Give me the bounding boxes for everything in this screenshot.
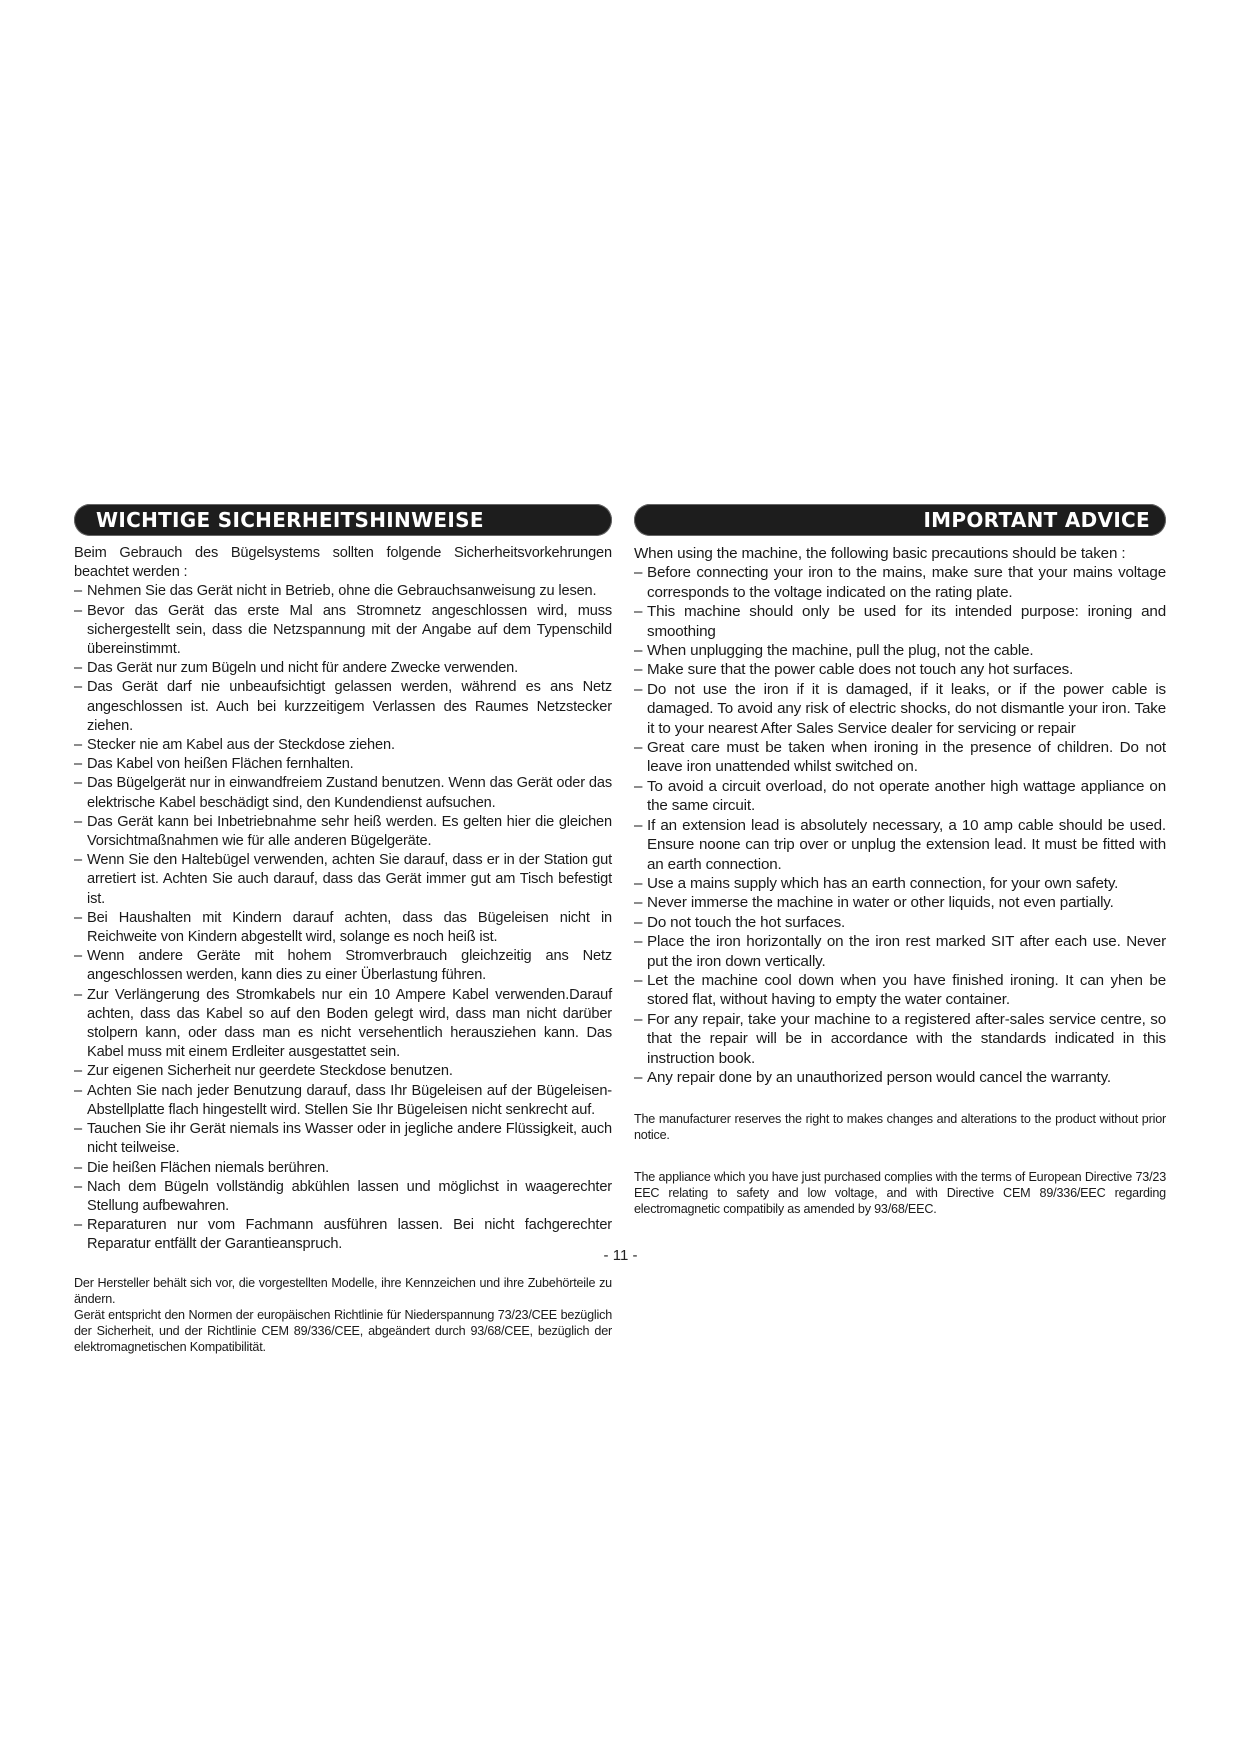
dash-bullet: – (74, 986, 82, 1003)
advice-item-text: Tauchen Sie ihr Gerät niemals ins Wasser oder in jegliche andere Flüssigkeit, auch nicht teilweise. (87, 1121, 612, 1157)
advice-list-item (634, 1068, 1166, 1087)
advice-list-item (634, 913, 1166, 932)
advice-list-item (634, 1010, 1166, 1068)
english-section-heading: IMPORTANT ADVICE (634, 504, 1166, 536)
advice-list-item (74, 582, 612, 601)
advice-item-text: Zur eigenen Sicherheit nur geerdete Steckdose benutzen. (87, 1063, 453, 1080)
advice-item-text: For any repair, take your machine to a registered after-sales service centre, so that the repair will be in accordance with the standards indicated in this instruction book. (647, 1010, 1166, 1067)
page-number: - 11 - (603, 1247, 638, 1264)
advice-list-item (634, 816, 1166, 874)
advice-item-text: Place the iron horizontally on the iron rest marked SIT after each use. Never put the iron down vertically. (647, 933, 1166, 970)
advice-item-text: Let the machine cool down when you have finished ironing. It can yhen be stored flat, without having to empty the water container. (647, 971, 1166, 1009)
advice-item-text: Make sure that the power cable does not touch any hot surfaces. (647, 661, 1074, 679)
dash-bullet: – (634, 913, 643, 931)
advice-list-item (74, 602, 612, 660)
advice-list-item (74, 736, 612, 755)
dash-bullet: – (634, 816, 643, 834)
dash-bullet: – (74, 1217, 82, 1234)
advice-list-item (74, 947, 612, 985)
advice-item-text: Achten Sie nach jeder Benutzung darauf, dass Ihr Bügeleisen auf der Bügeleisen-Abstellplatte flach hingestellt wird. Stellen Sie Ihr Bügeleisen nicht senkrecht auf. (87, 1082, 612, 1118)
advice-list-item (74, 659, 612, 678)
english-advice-list (634, 563, 1166, 1087)
dash-bullet: – (74, 948, 82, 965)
advice-list-item (74, 755, 612, 774)
dash-bullet: – (634, 777, 643, 795)
advice-list-item (634, 971, 1166, 1010)
dash-bullet: – (74, 737, 82, 754)
german-advice-list (74, 582, 612, 1254)
advice-item-text: Das Gerät kann bei Inbetriebnahme sehr heiß werden. Es gelten hier die gleichen Vorsichtmaßnahmen wie für alle anderen Bügelgeräte. (87, 813, 612, 850)
english-body (634, 544, 1166, 1217)
advice-list-item (634, 660, 1166, 679)
advice-item-text: Nach dem Bügeln vollständig abkühlen lassen und möglichst in waagerechter Stellung aufbewahren. (87, 1178, 612, 1214)
dash-bullet: – (634, 874, 643, 892)
advice-item-text: Bei Haushalten mit Kindern darauf achten, dass das Bügeleisen nicht in Reichweite von Kindern abgestellt wird, solange es noch heiß ist. (87, 909, 612, 946)
dash-bullet: – (74, 852, 82, 869)
advice-item-text: Before connecting your iron to the mains, make sure that your mains voltage corresponds to the voltage indicated on the rating plate. (647, 564, 1166, 601)
german-body (74, 544, 612, 1355)
advice-item-text: This machine should only be used for its intended purpose: ironing and smoothing (647, 603, 1166, 640)
advice-item-text: Das Gerät darf nie unbeaufsichtigt gelassen werden, während es ans Netz angeschlossen ist. Auch bei kurzzeitigem Verlassen des Raumes Netzstecker ziehen. (87, 679, 612, 734)
advice-list-item (74, 1062, 612, 1081)
advice-list-item (74, 851, 612, 909)
advice-list-item (74, 774, 612, 812)
advice-item-text: Nehmen Sie das Gerät nicht in Betrieb, ohne die Gebrauchsanweisung zu lesen. (87, 583, 597, 600)
advice-list-item (74, 813, 612, 851)
advice-item-text: Wenn andere Geräte mit hohem Stromverbrauch gleichzeitig ans Netz angeschlossen werden, kann dies zu einer Überlastung führen. (87, 948, 612, 984)
advice-item-text: Wenn Sie den Haltebügel verwenden, achten Sie darauf, dass er in der Station gut arretiert ist. Achten Sie auch darauf, dass das Gerät immer gut am Tisch befestigt ist. (87, 852, 612, 907)
german-section-heading: WICHTIGE SICHERHEITSHINWEISE (74, 504, 612, 536)
german-intro: Beim Gebrauch des Bügelsystems sollten folgende Sicherheitsvorkehrungen beachtet werden : (74, 545, 612, 581)
dash-bullet: – (74, 1178, 82, 1195)
dash-bullet: – (74, 813, 82, 830)
dash-bullet: – (74, 756, 82, 773)
dash-bullet: – (74, 1159, 82, 1176)
advice-list-item (74, 1178, 612, 1216)
dash-bullet: – (634, 603, 643, 621)
advice-item-text: Do not touch the hot surfaces. (647, 913, 846, 931)
advice-item-text: Great care must be taken when ironing in the presence of children. Do not leave iron unattended whilst switched on. (647, 739, 1166, 776)
dash-bullet: – (74, 602, 82, 619)
advice-item-text: Das Kabel von heißen Flächen fernhalten. (87, 756, 354, 773)
advice-item-text: Die heißen Flächen niemals berühren. (87, 1159, 330, 1176)
english-intro: When using the machine, the following basic precautions should be taken : (634, 545, 1126, 562)
advice-item-text: If an extension lead is absolutely necessary, a 10 amp cable should be used. Ensure noone can trip over or unplug the extension lead. It must be fitted with an earth connection. (647, 816, 1166, 873)
advice-list-item (634, 641, 1166, 660)
advice-list-item (74, 909, 612, 947)
advice-list-item (634, 602, 1166, 641)
dash-bullet: – (74, 775, 82, 792)
dash-bullet: – (74, 909, 82, 926)
advice-item-text: Das Gerät nur zum Bügeln und nicht für andere Zwecke verwenden. (87, 660, 519, 677)
advice-item-text: Reparaturen nur vom Fachmann ausführen lassen. Bei nicht fachgerechter Reparatur entfällt der Garantieanspruch. (87, 1217, 612, 1253)
advice-list-item (634, 680, 1166, 738)
dash-bullet: – (634, 1068, 643, 1086)
advice-list-item (74, 1159, 612, 1178)
dash-bullet: – (74, 1121, 82, 1138)
advice-list-item (74, 1120, 612, 1158)
advice-item-text: Use a mains supply which has an earth connection, for your own safety. (647, 874, 1119, 892)
dash-bullet: – (634, 1010, 643, 1028)
dash-bullet: – (634, 661, 643, 679)
german-directive-note: Gerät entspricht den Normen der europäischen Richtlinie für Niederspannung 73/23/CEE bezüglich der Sicherheit, und der Richtlinie CEM 89/336/CEE, abgeändert durch 93/68/CEE, bezüglich der elektromagnetischen Kompatibilität. (74, 1307, 612, 1354)
advice-list-item (634, 874, 1166, 893)
dash-bullet: – (634, 739, 643, 757)
dash-bullet: – (634, 933, 643, 951)
advice-list-item (74, 1082, 612, 1120)
advice-item-text: Stecker nie am Kabel aus der Steckdose ziehen. (87, 737, 395, 754)
advice-item-text: When unplugging the machine, pull the plug, not the cable. (647, 642, 1034, 660)
advice-item-text: Zur Verlängerung des Stromkabels nur ein 10 Ampere Kabel verwenden.Darauf achten, dass das Kabel so auf den Boden gelegt wird, dass man nicht darüber stolpern kann, oder dass man es nicht versehentlich herausziehen kann. Das Kabel muss mit einem Erdleiter ausgestattet sein. (87, 986, 612, 1061)
dash-bullet: – (74, 679, 82, 696)
english-manufacturer-note: The manufacturer reserves the right to makes changes and alterations to the product without prior notice. (634, 1112, 1166, 1143)
advice-list-item (634, 777, 1166, 816)
advice-list-item (74, 986, 612, 1063)
german-manufacturer-note: Der Hersteller behält sich vor, die vorgestellten Modelle, ihre Kennzeichen und ihre Zubehörteile zu ändern. (74, 1275, 612, 1306)
advice-item-text: Bevor das Gerät das erste Mal ans Stromnetz angeschlossen wird, muss sichergestellt sein, dass die Netzspannung mit der Angabe auf dem Typenschild übereinstimmt. (87, 602, 612, 658)
advice-item-text: Never immerse the machine in water or other liquids, not even partially. (647, 894, 1114, 912)
advice-list-item (634, 893, 1166, 912)
advice-list-item (74, 678, 612, 736)
dash-bullet: – (634, 894, 643, 912)
english-directive-note: The appliance which you have just purchased complies with the terms of European Directive 73/23 EEC relating to safety and low voltage, and with Directive CEM 89/336/EEC regarding electromagnetic compatibily as amended by 93/68/EEC. (634, 1170, 1166, 1217)
german-safety-section (74, 504, 612, 1355)
dash-bullet: – (634, 971, 643, 989)
advice-item-text: Do not use the iron if it is damaged, if it leaks, or if the power cable is damaged. To avoid any risk of electric shocks, do not dismantle your iron. Take it to your nearest After Sales Service dealer for servicing or repair (647, 680, 1166, 737)
dash-bullet: – (74, 660, 82, 677)
dash-bullet: – (74, 1082, 82, 1099)
dash-bullet: – (74, 1063, 82, 1080)
english-advice-section (634, 504, 1166, 1217)
dash-bullet: – (634, 642, 643, 660)
advice-list-item (634, 563, 1166, 602)
dash-bullet: – (74, 583, 82, 600)
advice-item-text: Any repair done by an unauthorized person would cancel the warranty. (647, 1068, 1111, 1086)
advice-list-item (634, 932, 1166, 971)
dash-bullet: – (634, 564, 643, 582)
advice-list-item (634, 738, 1166, 777)
advice-item-text: To avoid a circuit overload, do not operate another high wattage appliance on the same circuit. (647, 777, 1166, 815)
dash-bullet: – (634, 680, 643, 698)
advice-item-text: Das Bügelgerät nur in einwandfreiem Zustand benutzen. Wenn das Gerät oder das elektrische Kabel beschädigt sind, den Kundendienst aufsuchen. (87, 775, 612, 811)
